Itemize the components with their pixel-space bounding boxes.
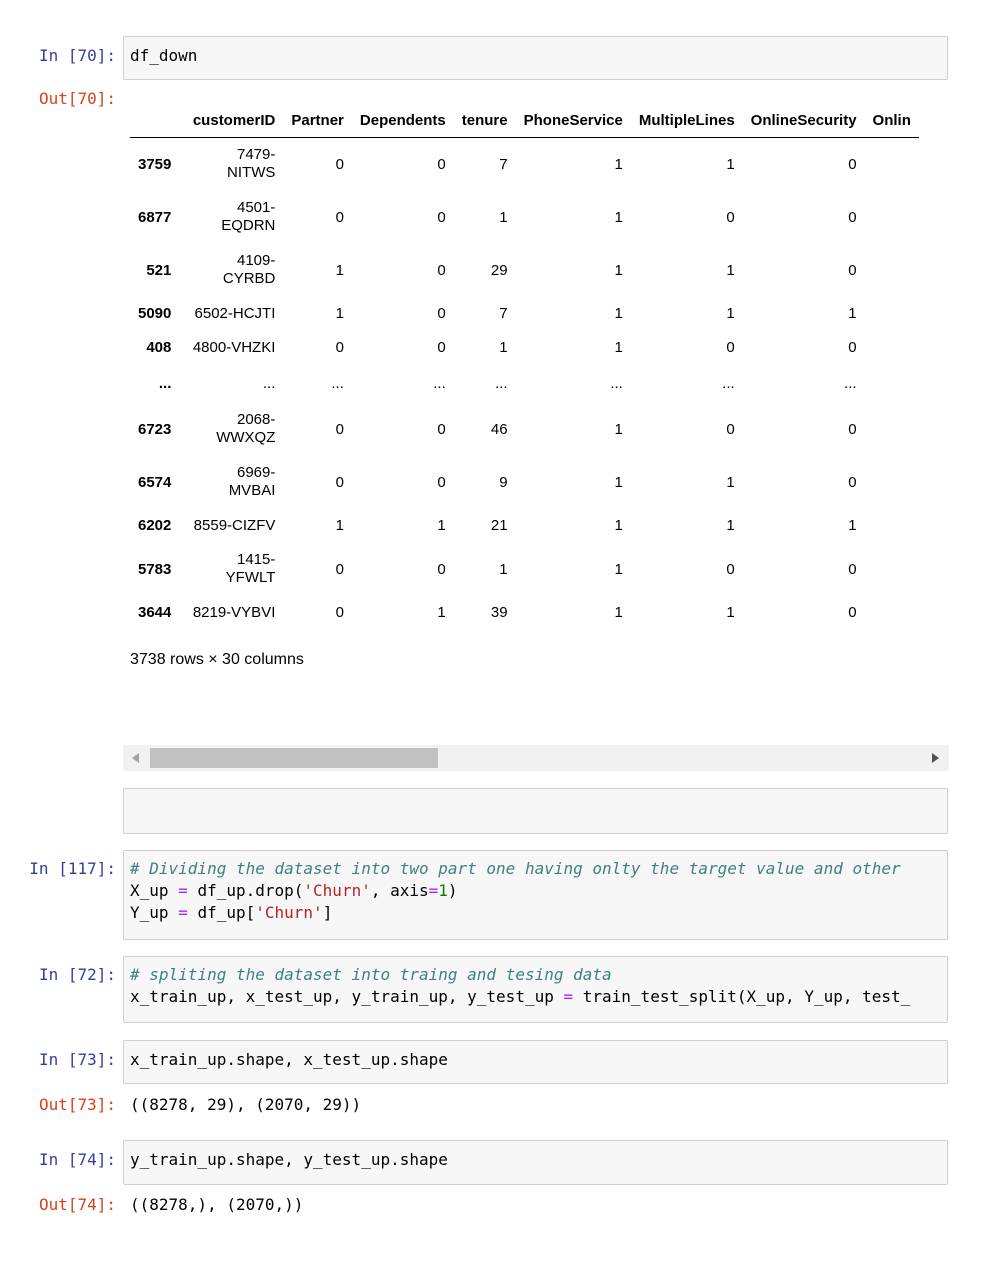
- table-row: [130, 244, 919, 297]
- row-index: 5090: [138, 305, 172, 322]
- input-prompt-70: In [70]:: [38, 46, 116, 65]
- code-token: X_up: [130, 881, 179, 900]
- table-cell-clipped: [865, 297, 919, 331]
- table-cell: 0: [437, 208, 446, 226]
- code-operator: =: [178, 903, 188, 922]
- code-token: df_up[: [187, 903, 256, 922]
- input-prompt-72: In [72]:: [38, 965, 116, 984]
- customer-id-cell: [179, 297, 283, 331]
- table-cell: 1: [848, 305, 857, 322]
- output-prompt-70: Out[70]:: [38, 89, 116, 108]
- table-cell: 0: [848, 155, 857, 173]
- table-cell: 1: [726, 473, 735, 491]
- row-index: 6574: [138, 473, 172, 491]
- table-cell: 1: [614, 473, 623, 491]
- table-row: [130, 297, 919, 331]
- table-cell: 1: [437, 517, 446, 534]
- code-token: , axis: [370, 881, 429, 900]
- table-cell: 1: [726, 517, 735, 534]
- code-cell-72[interactable]: [123, 956, 948, 1023]
- table-cell-clipped: [865, 403, 919, 456]
- table-header-row: [130, 103, 919, 138]
- table-cell: 1: [614, 517, 623, 534]
- index-header: [130, 103, 179, 138]
- code-line: [130, 858, 941, 880]
- column-header: Onlin: [865, 103, 919, 138]
- customer-id-line: EQDRN: [221, 217, 276, 234]
- table-cell: ...: [610, 375, 623, 392]
- table-cell: 0: [726, 560, 735, 578]
- customer-id-cell: [179, 191, 283, 244]
- row-index: 6723: [138, 420, 172, 438]
- table-cell-clipped: [865, 244, 919, 297]
- table-cell: 0: [437, 560, 446, 578]
- table-cell: 0: [335, 208, 344, 226]
- code-operator: =: [563, 987, 574, 1006]
- code-token: ): [447, 881, 458, 900]
- table-cell: 1: [614, 208, 623, 226]
- code-line: [130, 880, 941, 902]
- table-cell: 0: [726, 339, 735, 356]
- column-header: customerID: [179, 103, 283, 138]
- row-index: ...: [158, 375, 172, 392]
- scroll-left-arrow-icon[interactable]: [132, 753, 139, 763]
- table-cell: 1: [437, 604, 446, 621]
- row-index: 408: [146, 339, 172, 356]
- table-row: [130, 509, 919, 543]
- table-cell: ...: [331, 375, 344, 392]
- table-cell: ...: [844, 375, 857, 392]
- customer-id-cell: [179, 596, 283, 630]
- customer-id-line: 4800-VHZKI: [192, 338, 276, 356]
- table-cell: 1: [726, 261, 735, 279]
- customer-id-line: 8559-CIZFV: [193, 516, 276, 534]
- table-cell: 0: [437, 339, 446, 356]
- table-cell: 0: [437, 155, 446, 173]
- code-cell-70[interactable]: [123, 36, 948, 80]
- row-index: 521: [146, 261, 172, 279]
- code-token: train_test_split(X_up, Y_up, test_: [573, 987, 911, 1006]
- code-cell-74[interactable]: [123, 1140, 948, 1185]
- code-text-70: df_down: [130, 46, 198, 65]
- code-comment: # Dividing the dataset into two part one having onlty the target value and other: [130, 859, 901, 878]
- table-cell: 39: [490, 604, 508, 621]
- table-cell-clipped: [865, 138, 919, 191]
- table-cell-clipped: [865, 365, 919, 403]
- input-prompt-73: In [73]:: [38, 1050, 116, 1069]
- column-header: MultipleLines: [631, 103, 743, 138]
- code-operator: =: [428, 881, 439, 900]
- table-cell: 0: [437, 420, 446, 438]
- code-token: x_train_up, x_test_up, y_train_up, y_test_up: [130, 987, 564, 1006]
- table-cell: 1: [614, 420, 623, 438]
- code-text-74: y_train_up.shape, y_test_up.shape: [130, 1150, 448, 1169]
- customer-id-cell: [179, 244, 283, 297]
- table-cell: 1: [499, 339, 508, 356]
- table-cell-clipped: [865, 331, 919, 365]
- table-cell: 1: [499, 208, 508, 226]
- code-cell-73[interactable]: [123, 1040, 948, 1084]
- customer-id-cell: [179, 403, 283, 456]
- table-cell-clipped: [865, 456, 919, 509]
- customer-id-line: 8219-VYBVI: [192, 603, 276, 621]
- table-cell: 0: [437, 305, 446, 322]
- customer-id-line: YFWLT: [225, 569, 276, 586]
- table-cell-clipped: [865, 543, 919, 596]
- table-cell: 0: [726, 420, 735, 438]
- table-cell: 7: [499, 155, 508, 173]
- customer-id-line: 6502-HCJTI: [194, 304, 276, 322]
- code-token: Y_up: [130, 903, 179, 922]
- row-index: 6877: [138, 208, 172, 226]
- table-cell: 1: [614, 339, 623, 356]
- customer-id-cell: [179, 331, 283, 365]
- table-cell: 1: [726, 155, 735, 173]
- output-prompt-73: Out[73]:: [38, 1095, 116, 1114]
- customer-id-line: 1415-: [237, 551, 276, 568]
- table-cell: 0: [335, 155, 344, 173]
- customer-id-cell: [179, 365, 283, 403]
- table-cell: 1: [499, 560, 508, 578]
- customer-id-line: 6969-: [237, 464, 276, 481]
- customer-id-line: CYRBD: [222, 270, 276, 287]
- table-cell: 0: [437, 473, 446, 491]
- customer-id-line: 4501-: [237, 199, 276, 216]
- customer-id-line: 4109-: [237, 252, 276, 269]
- code-line: [130, 986, 941, 1008]
- table-cell: 1: [848, 517, 857, 534]
- customer-id-line: MVBAI: [228, 482, 276, 499]
- code-number: 1: [438, 881, 448, 900]
- table-row: [130, 191, 919, 244]
- row-index: 5783: [138, 560, 172, 578]
- table-cell: 0: [335, 420, 344, 438]
- code-token: ]: [322, 903, 333, 922]
- code-text-73: x_train_up.shape, x_test_up.shape: [130, 1050, 448, 1069]
- table-cell: 1: [726, 305, 735, 322]
- customer-id-line: NITWS: [227, 164, 276, 182]
- customer-id-line: ...: [262, 374, 276, 392]
- table-cell: 0: [726, 208, 735, 226]
- row-index: 3759: [138, 155, 172, 173]
- table-cell: 1: [614, 155, 623, 173]
- table-cell: 1: [614, 261, 623, 279]
- table-cell-clipped: [865, 509, 919, 543]
- table-row: [130, 456, 919, 509]
- table-cell: 21: [490, 517, 508, 534]
- customer-id-line: WWXQZ: [216, 429, 276, 446]
- table-row: [130, 365, 919, 403]
- table-cell: 29: [490, 261, 508, 279]
- input-prompt-117: In [117]:: [29, 859, 116, 878]
- code-string: 'Churn': [255, 903, 323, 922]
- table-row: [130, 596, 919, 630]
- table-cell: ...: [495, 375, 508, 392]
- output-text-73: ((8278, 29), (2070, 29)): [130, 1095, 362, 1114]
- output-text-74: ((8278,), (2070,)): [130, 1195, 304, 1214]
- table-cell: 0: [848, 560, 857, 578]
- row-index: 6202: [138, 517, 172, 534]
- table-row: [130, 138, 919, 191]
- column-header: OnlineSecurity: [743, 103, 865, 138]
- customer-id-cell: [179, 543, 283, 596]
- table-cell: 0: [335, 473, 344, 491]
- customer-id-line: 7479-: [237, 146, 276, 164]
- table-cell: 1: [614, 305, 623, 322]
- table-cell: 0: [335, 339, 344, 356]
- column-header: Partner: [283, 103, 352, 138]
- table-cell: 0: [848, 339, 857, 356]
- horizontal-scrollbar[interactable]: [123, 745, 949, 771]
- table-cell: 1: [335, 305, 344, 322]
- customer-id-cell: [179, 509, 283, 543]
- table-cell: 0: [848, 604, 857, 621]
- table-cell-clipped: [865, 596, 919, 630]
- table-cell-clipped: [865, 191, 919, 244]
- code-cell-117[interactable]: [123, 850, 948, 940]
- table-cell: 0: [335, 604, 344, 621]
- customer-id-line: 2068-: [237, 411, 276, 428]
- input-prompt-74: In [74]:: [38, 1150, 116, 1169]
- scrollbar-thumb[interactable]: [150, 748, 438, 768]
- empty-code-cell[interactable]: [123, 788, 948, 834]
- table-row: [130, 543, 919, 596]
- table-cell: ...: [433, 375, 446, 392]
- table-cell: 1: [335, 517, 344, 534]
- code-operator: =: [178, 881, 188, 900]
- code-line: [130, 902, 941, 924]
- dataframe-shape-footer: 3738 rows × 30 columns: [130, 651, 304, 668]
- table-cell: 46: [490, 420, 508, 438]
- output-prompt-74: Out[74]:: [38, 1195, 116, 1214]
- table-cell: 7: [499, 305, 508, 322]
- table-cell: ...: [722, 375, 735, 392]
- table-cell: 1: [726, 604, 735, 621]
- column-header: tenure: [454, 103, 516, 138]
- column-header: PhoneService: [516, 103, 631, 138]
- dataframe-table: [130, 103, 919, 630]
- table-cell: 0: [848, 420, 857, 438]
- code-comment: # spliting the dataset into traing and tesing data: [130, 965, 612, 984]
- table-cell: 0: [848, 208, 857, 226]
- table-cell: 0: [848, 261, 857, 279]
- column-header: Dependents: [352, 103, 454, 138]
- table-cell: 0: [848, 473, 857, 491]
- table-cell: 1: [614, 604, 623, 621]
- table-row: [130, 331, 919, 365]
- table-cell: 0: [335, 560, 344, 578]
- code-token: df_up.drop(: [187, 881, 304, 900]
- customer-id-cell: [179, 456, 283, 509]
- dataframe-output: [130, 103, 948, 643]
- table-cell: 0: [437, 261, 446, 279]
- table-cell: 1: [614, 560, 623, 578]
- table-row: [130, 403, 919, 456]
- row-index: 3644: [138, 604, 172, 621]
- scroll-right-arrow-icon[interactable]: [932, 753, 939, 763]
- customer-id-cell: [179, 138, 283, 191]
- code-line: [130, 964, 941, 986]
- code-string: 'Churn': [303, 881, 371, 900]
- table-cell: 9: [499, 473, 508, 491]
- table-cell: 1: [335, 261, 344, 279]
